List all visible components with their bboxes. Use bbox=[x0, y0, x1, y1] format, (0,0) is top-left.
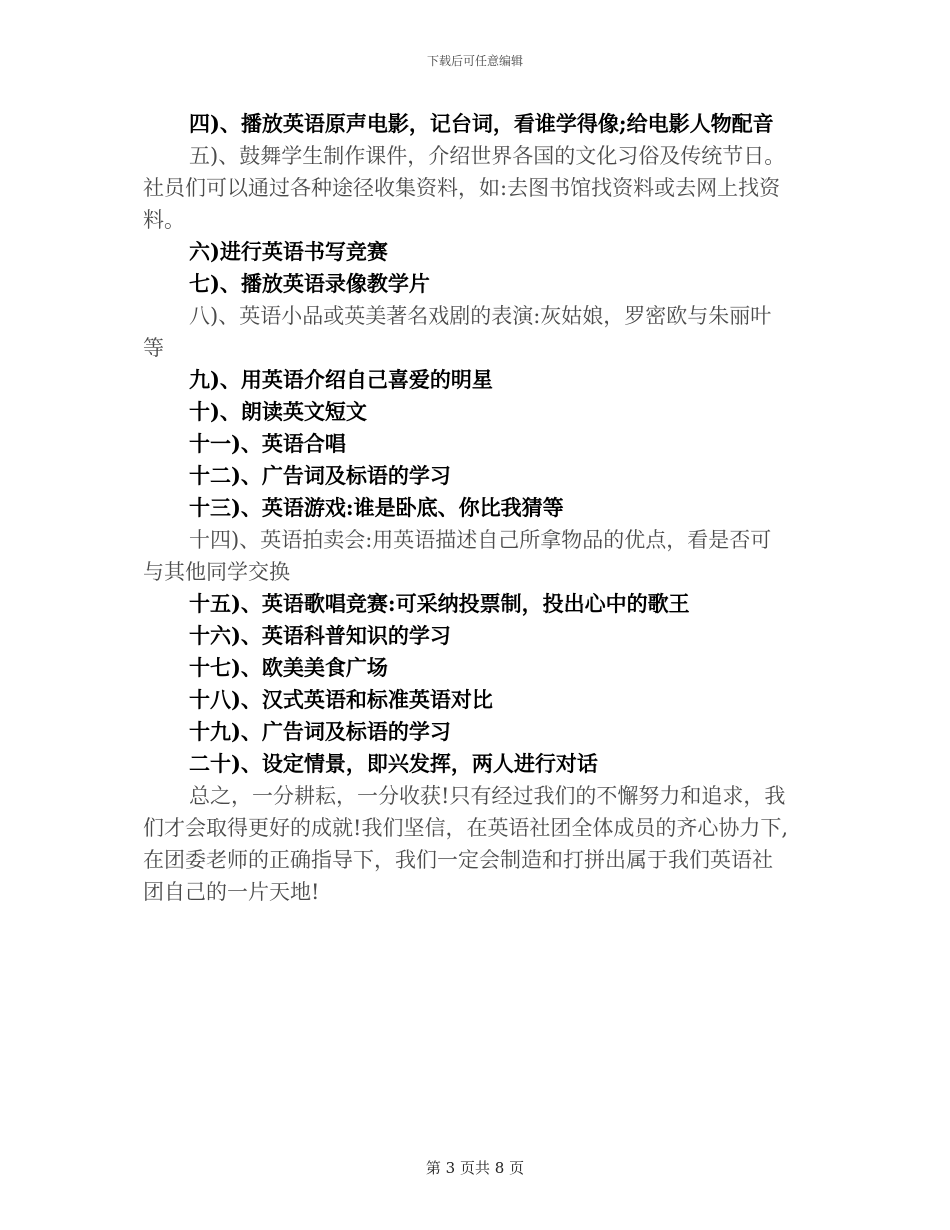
body-text-line: 们才会取得更好的成就!我们坚信，在英语社团全体成员的齐心协力下, bbox=[143, 816, 789, 840]
body-text-line: 团自己的一片天地! bbox=[143, 880, 320, 904]
activity-heading: 十八)、汉式英语和标准英语对比 bbox=[189, 687, 493, 712]
activity-heading: 十一)、英语合唱 bbox=[189, 431, 346, 456]
activity-heading: 十)、朗读英文短文 bbox=[189, 399, 367, 424]
page-header: 下载后可任意编辑 bbox=[426, 54, 523, 68]
body-text-line: 等 bbox=[143, 336, 164, 360]
activity-heading: 十九)、广告词及标语的学习 bbox=[189, 719, 451, 744]
activity-heading: 十五)、英语歌唱竞赛:可采纳投票制，投出心中的歌王 bbox=[189, 591, 690, 616]
body-text-line: 十四)、英语拍卖会:用英语描述自己所拿物品的优点，看是否可 bbox=[189, 528, 772, 552]
activity-heading: 十二)、广告词及标语的学习 bbox=[189, 463, 451, 488]
document-body bbox=[143, 108, 823, 908]
activity-heading: 十六)、英语科普知识的学习 bbox=[189, 623, 451, 648]
activity-heading: 十三)、英语游戏:谁是卧底、你比我猜等 bbox=[189, 495, 564, 520]
body-text-line: 社员们可以通过各种途径收集资料，如:去图书馆找资料或去网上找资 bbox=[143, 176, 781, 200]
body-text-line: 与其他同学交换 bbox=[143, 560, 290, 584]
body-text-line: 五)、鼓舞学生制作课件，介绍世界各国的文化习俗及传统节日。 bbox=[189, 144, 786, 168]
activity-heading: 二十)、设定情景，即兴发挥，两人进行对话 bbox=[189, 751, 598, 776]
body-text-line: 料。 bbox=[143, 208, 185, 232]
body-text-line: 八)、英语小品或英美著名戏剧的表演:灰姑娘，罗密欧与朱丽叶 bbox=[189, 304, 772, 328]
page-footer: 第 3 页共 8 页 bbox=[425, 1159, 525, 1177]
activity-heading: 九)、用英语介绍自己喜爱的明星 bbox=[189, 367, 493, 392]
activity-heading: 七)、播放英语录像教学片 bbox=[189, 271, 430, 296]
activity-heading: 十七)、欧美美食广场 bbox=[189, 655, 388, 680]
activity-heading: 六)进行英语书写竞赛 bbox=[189, 239, 388, 264]
body-text-line: 在团委老师的正确指导下，我们一定会制造和打拼出属于我们英语社 bbox=[143, 848, 773, 872]
activity-heading: 四)、播放英语原声电影，记台词，看谁学得像;给电影人物配音 bbox=[189, 111, 774, 136]
body-text-line: 总之，一分耕耘，一分收获!只有经过我们的不懈努力和追求，我 bbox=[189, 784, 786, 808]
